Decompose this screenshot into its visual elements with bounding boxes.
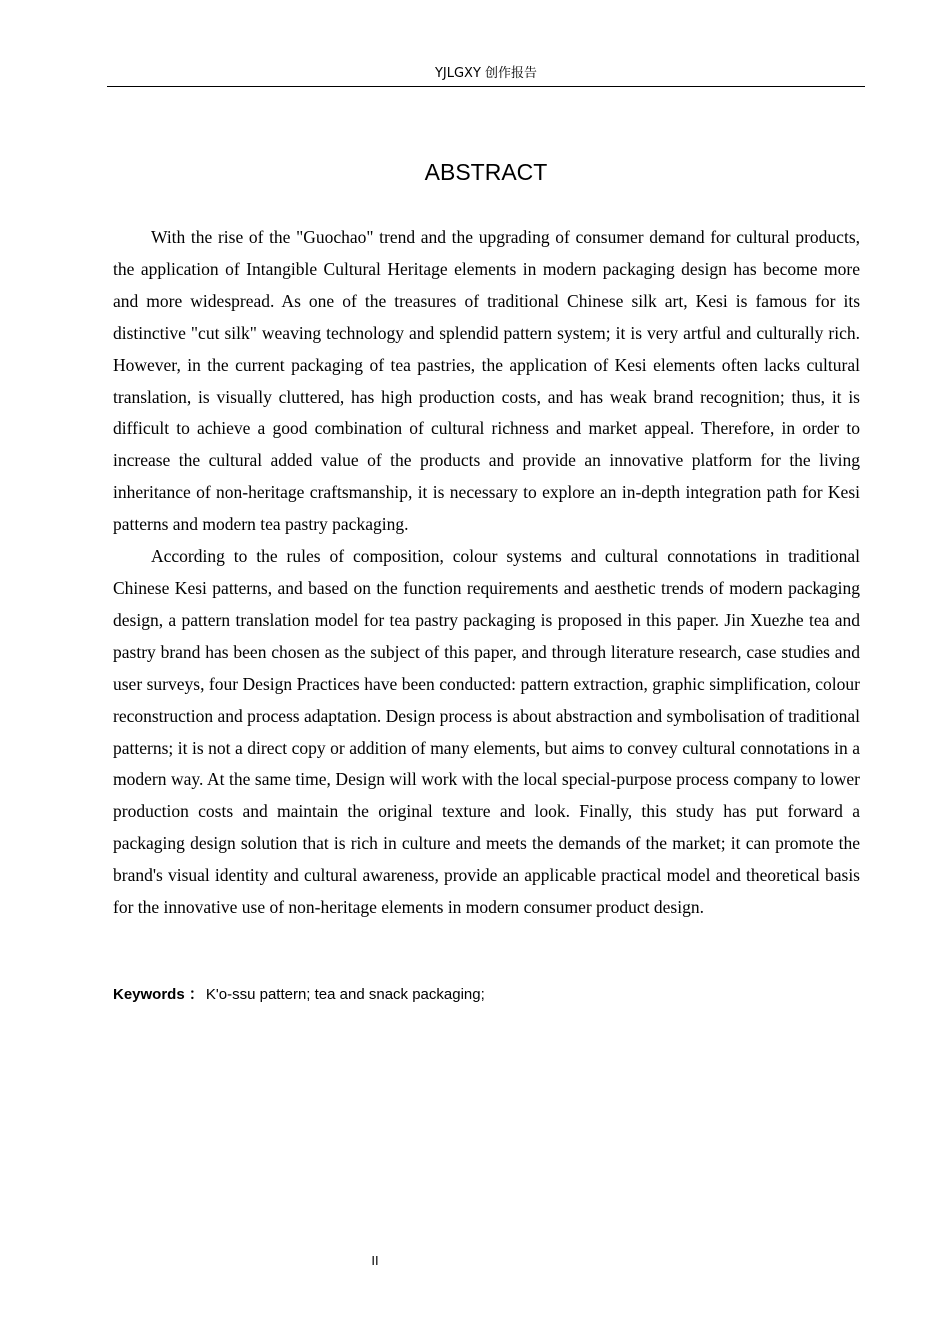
abstract-body: [113, 222, 860, 924]
keywords-colon: ：: [188, 985, 204, 1003]
page-header: [107, 64, 865, 87]
keywords-line: [113, 982, 860, 1007]
header-text: YJLGXY 创作报告: [434, 66, 538, 81]
page-number: II: [371, 1253, 379, 1268]
abstract-title: ABSTRACT: [424, 159, 548, 185]
abstract-paragraph-2: According to the rules of composition, colour systems and cultural connotations in traditional Chinese Kesi patterns, and based on the function requirements and aesthetic trends of modern packaging design, a pattern translation model for tea pastry packaging is proposed in this paper. Jin Xuezhe tea and pastry brand has been chosen as the subject of this paper, and through literature research, case studies and user surveys, four Design Practices have been conducted: pattern extraction, graphic simplification, colour reconstruction and process adaptation. Design process is about abstraction and symbolisation of traditional patterns; it is not a direct copy or addition of many elements, but aims to convey cultural connotations in a modern way. At the same time, Design will work with the local special-purpose process company to lower production costs and maintain the original texture and look. Finally, this study has put forward a packaging design solution that is rich in culture and meets the demands of the market; it can promote the brand's visual identity and cultural awareness, provide an applicable practical model and theoretical basis for the innovative use of non-heritage elements in modern consumer product design.: [113, 546, 860, 918]
abstract-paragraph-1: With the rise of the "Guochao" trend and the upgrading of consumer demand for cultural products, the application of Intangible Cultural Heritage elements in modern packaging design has become more and more widespread. As one of the treasures of traditional Chinese silk art, Kesi is famous for its distinctive "cut silk" weaving technology and splendid pattern system; it is very artful and culturally rich. However, in the current packaging of tea pastries, the application of Kesi elements often lacks cultural translation, is visually cluttered, has high production costs, and has weak brand recognition; thus, it is difficult to achieve a good combination of cultural richness and market appeal. Therefore, in order to increase the cultural added value of the products and provide an innovative platform for the living inheritance of non-heritage craftsmanship, it is necessary to explore an in-depth integration path for Kesi patterns and modern tea pastry packaging.: [113, 227, 860, 535]
keywords-label: Keywords: [113, 986, 185, 1003]
keywords-text: K'o-ssu pattern; tea and snack packaging;: [205, 986, 485, 1003]
